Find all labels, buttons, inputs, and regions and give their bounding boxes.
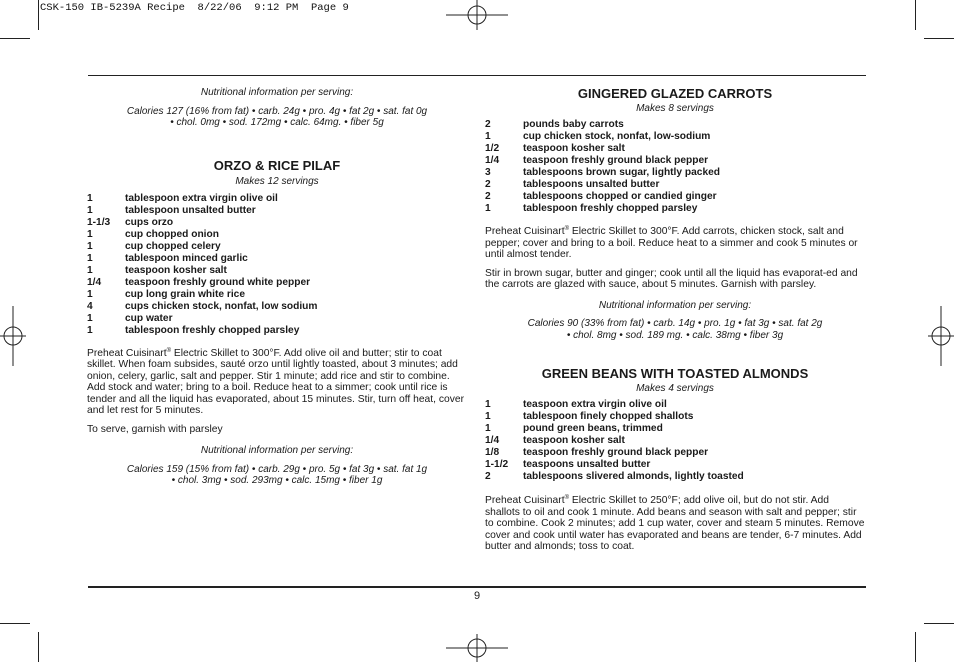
ingredient-row: 1-1/2 teaspoons unsalted butter (485, 459, 651, 470)
nutrition-label: Nutritional information per serving: (598, 299, 752, 311)
ingredient-row: 2 pounds baby carrots (485, 119, 624, 130)
ingredient-row: 1 tablespoon extra virgin olive oil (87, 192, 278, 204)
recipe-yield: Makes 8 servings (636, 103, 714, 114)
instructions-paragraph: Stir in brown sugar, butter and ginger; cook until all the liquid has evaporat-ed and the carrots are glazed with sauce, about 5 minutes. Garnish with parsley. (485, 267, 858, 290)
nutrition-line: Calories 159 (15% from fat) • carb. 29g • pro. 5g • fat 3g • sat. fat 1g (126, 463, 428, 475)
ingredient-row: 1 cup chopped celery (87, 240, 221, 252)
right-column (485, 86, 865, 553)
serving-note: To serve, garnish with parsley (87, 423, 223, 435)
registration-mark-icon (928, 306, 954, 366)
crop-mark (915, 0, 916, 30)
top-rule (88, 75, 866, 76)
registration-mark-icon (0, 306, 26, 366)
ingredient-row: 1-1/3 cups orzo (87, 216, 174, 228)
ingredient-row: 1 tablespoon finely chopped shallots (485, 411, 694, 422)
registered-mark: ® (166, 347, 171, 354)
ingredient-row: 1 tablespoon minced garlic (87, 252, 248, 264)
ingredient-row: 1 tablespoon unsalted butter (87, 204, 256, 216)
ingredient-row: 1/4 teaspoon freshly ground black pepper (485, 155, 709, 166)
nutrition-line: • chol. 8mg • sod. 189 mg. • calc. 38mg • fiber 3g (566, 329, 784, 341)
crop-mark (38, 0, 39, 30)
page-number: 9 (473, 590, 481, 602)
crop-mark (924, 623, 954, 624)
nutrition-label: Nutritional information per serving: (200, 87, 354, 98)
nutrition-label: Nutritional information per serving: (200, 445, 354, 456)
nutrition-line: Calories 90 (33% from fat) • carb. 14g • pro. 1g • fat 3g • sat. fat 2g (527, 318, 823, 329)
instructions-paragraph: Preheat Cuisinart® Electric Skillet to 300°F. Add olive oil and butter; stir to coat skillet. When foam subsides, sauté orzo until lightly toasted, about 3 minutes; add onion, celery, garlic, salt and pepper. Stir 1 minute; add rice and stir to combine. Add stock and water; bring to a boil. Reduce heat to a simmer; cook until rice is tender and all the liquid has evaporated, about 15 minutes. Stir, turn off heat, cover and let rest for 5 minutes. (87, 347, 465, 416)
bottom-rule (88, 586, 866, 588)
recipe-yield: Makes 4 servings (636, 383, 714, 394)
recipe-title: GINGERED GLAZED CARROTS (577, 86, 773, 101)
registered-mark: ® (564, 226, 569, 232)
ingredient-row: 1 cup chopped onion (87, 228, 219, 240)
nutrition-line: Calories 127 (16% from fat) • carb. 24g • pro. 4g • fat 2g • sat. fat 0g (126, 105, 428, 117)
ingredient-row: 1 pound green beans, trimmed (485, 423, 663, 434)
registered-mark: ® (564, 495, 569, 501)
ingredient-row: 1/2 teaspoon kosher salt (485, 143, 625, 154)
ingredient-row: 1/4 teaspoon freshly ground white pepper (87, 276, 311, 288)
recipe-title: GREEN BEANS WITH TOASTED ALMONDS (541, 366, 809, 381)
ingredient-row: 2 tablespoons slivered almonds, lightly toasted (485, 471, 744, 482)
crop-mark (915, 632, 916, 662)
registration-mark-icon (446, 0, 508, 30)
ingredient-row: 1 tablespoon freshly chopped parsley (87, 324, 300, 336)
left-column (87, 87, 467, 487)
crop-mark (0, 38, 30, 39)
ingredient-row: 1/8 teaspoon freshly ground black pepper (485, 447, 709, 458)
ingredient-list (485, 119, 865, 215)
instructions-paragraph: Preheat Cuisinart® Electric Skillet to 250°F; add olive oil, but do not stir. Add shallots to oil and cook 1 minute. Add beans and season with salt and pepper; stir to combine. Cook 2 minutes; add 1 cup water, cover and steam 5 minutes. Remove cover and cook until water has evaporated and beans are tender, 6-7 minutes. Add butter and almonds; toss to coat. (485, 495, 865, 552)
ingredient-row: 4 cups chicken stock, nonfat, low sodium (87, 300, 318, 312)
ingredient-row: 3 tablespoons brown sugar, lightly packed (485, 167, 720, 178)
ingredient-row: 1 teaspoon extra virgin olive oil (485, 399, 667, 410)
recipe-title: ORZO & RICE PILAF (213, 157, 341, 173)
ingredient-row: 1 teaspoon kosher salt (87, 264, 227, 276)
crop-mark (38, 632, 39, 662)
ingredient-row: 1 cup water (87, 312, 173, 324)
instructions-paragraph: Preheat Cuisinart® Electric Skillet to 300°F. Add carrots, chicken stock, salt and pepper; cover and bring to a boil. Reduce heat to a simmer and cook 5 minutes or until almost tender. (485, 226, 858, 260)
ingredient-row: 2 tablespoons unsalted butter (485, 179, 660, 190)
registration-mark-icon (446, 634, 508, 662)
ingredient-row: 2 tablespoons chopped or candied ginger (485, 191, 717, 202)
ingredient-row: 1/4 teaspoon kosher salt (485, 435, 625, 446)
crop-mark (0, 623, 30, 624)
ingredient-list (485, 399, 865, 483)
ingredient-row: 1 cup chicken stock, nonfat, low-sodium (485, 131, 711, 142)
ingredient-row: 1 tablespoon freshly chopped parsley (485, 203, 698, 214)
crop-mark (924, 38, 954, 39)
nutrition-line: • chol. 0mg • sod. 172mg • calc. 64mg. • fiber 5g (170, 117, 384, 128)
print-slug: CSK-150 IB-5239A Recipe 8/22/06 9:12 PM Page 9 (40, 2, 349, 14)
nutrition-line: • chol. 3mg • sod. 293mg • calc. 15mg • fiber 1g (171, 475, 383, 486)
ingredient-row: 1 cup long grain white rice (87, 288, 246, 300)
ingredient-list (87, 193, 467, 337)
recipe-yield: Makes 12 servings (235, 175, 319, 187)
